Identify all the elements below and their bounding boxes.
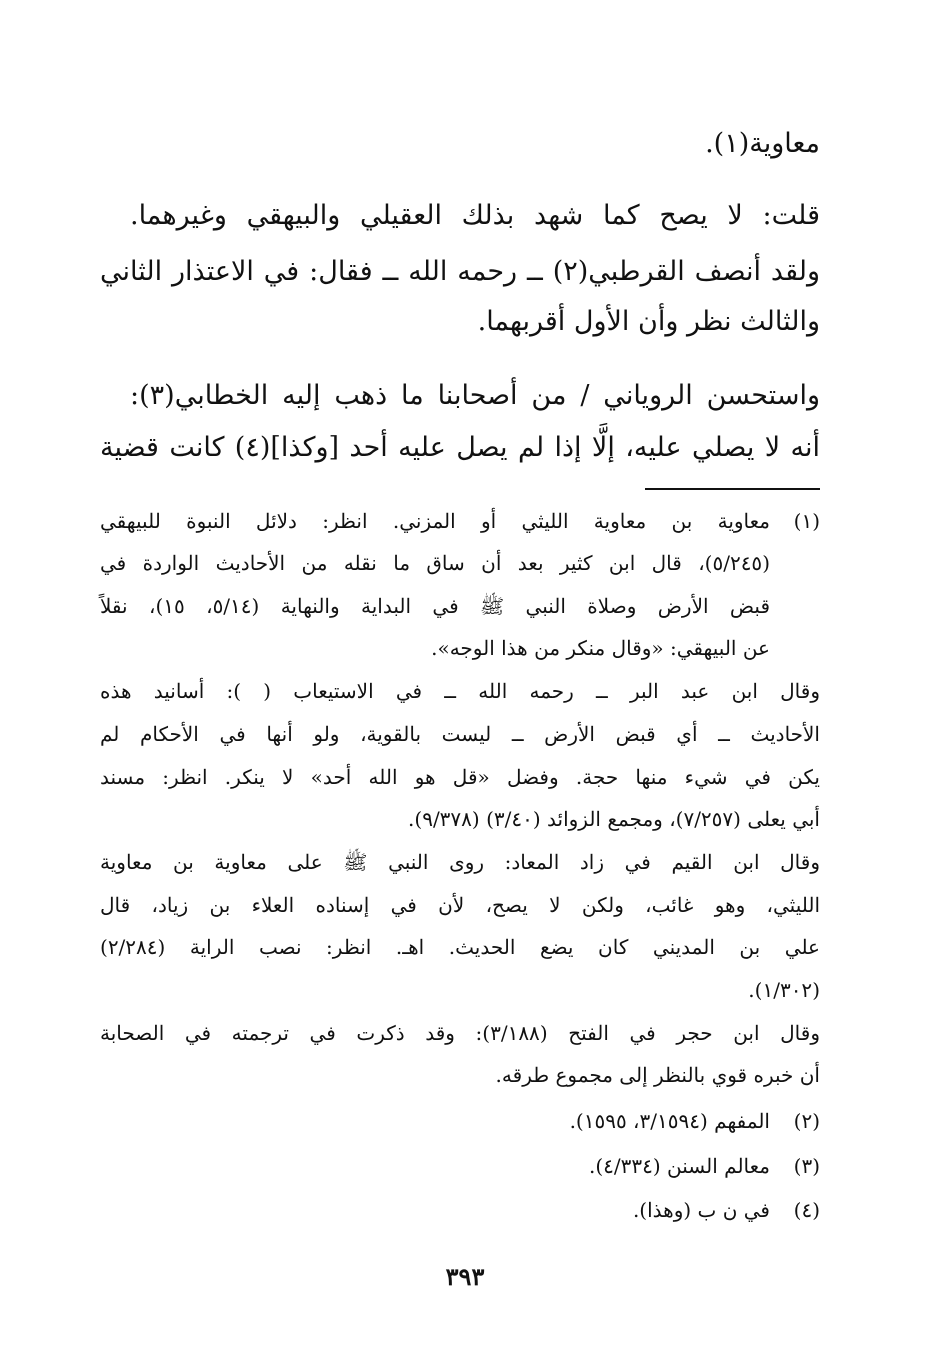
footnote-number: (٣) xyxy=(793,1154,820,1178)
main-text-line: قلت: لا يصح كما شهد بذلك العقيلي والبيهقي وغيرهما. xyxy=(130,200,820,231)
footnote-line: أبي يعلى (٧/٢٥٧)، ومجمع الزوائد (٣/٤٠) (٩/٣٧٨). xyxy=(408,807,820,831)
main-text-line: ولقد أنصف القرطبي(٢) ــ رحمه الله ــ فقال: في الاعتذار الثاني xyxy=(100,256,820,287)
footnote-line: علي بن المديني كان يضع الحديث. اهـ. انظر: نصب الراية (٢/٢٨٤) xyxy=(100,935,820,959)
footnote-line: أن خبره قوي بالنظر إلى مجموع طرقه. xyxy=(495,1063,820,1087)
footnote-line: الليثي، وهو غائب، ولكن لا يصح، لأن في إسناده العلاء بن زياد، قال xyxy=(100,893,820,917)
main-text-line: معاوية(١). xyxy=(705,128,820,159)
footnote-line: وقال ابن عبد البر ــ رحمه الله ــ في الاستيعاب ( ): أسانيد هذه xyxy=(100,679,820,703)
footnote-line: معالم السنن (٤/٣٣٤). xyxy=(588,1154,770,1178)
main-text-line: والثالث نظر وأن الأول أقربهما. xyxy=(477,306,820,337)
footnote-line: المفهم (٣/١٥٩٤، ١٥٩٥). xyxy=(569,1109,770,1133)
footnote-line: الأحاديث ــ أي قبض الأرض ــ ليست بالقوية، ولو أنها في الأحكام لم xyxy=(100,722,820,746)
footnote-line: (١/٣٠٢). xyxy=(748,978,820,1002)
footnote-number: (١) xyxy=(793,509,820,533)
footnote-line: (٥/٢٤٥)، قال ابن كثير بعد أن ساق ما نقله من الأحاديث الواردة في xyxy=(100,551,770,575)
footnote-number: (٤) xyxy=(793,1198,820,1222)
footnote-number: (٢) xyxy=(793,1109,820,1133)
footnote-line: وقال ابن حجر في الفتح (٣/١٨٨): وقد ذكرت في ترجمته في الصحابة xyxy=(100,1021,820,1045)
main-text-line: أنه لا يصلي عليه، إلَّا إذا لم يصل عليه أحد [وكذا](٤) كانت قضية xyxy=(100,432,820,463)
footnote-line: يكن في شيء منها حجة. وفضل «قل هو الله أحد» لا ينكر. انظر: مسند xyxy=(100,765,820,789)
footnote-line: في ن ب (وهذا). xyxy=(632,1198,770,1222)
main-text-line: واستحسن الروياني / من أصحابنا ما ذهب إليه الخطابي(٣): xyxy=(130,380,820,411)
footnote-line: عن البيهقي: «وقال منكر من هذا الوجه». xyxy=(431,636,770,660)
footnote-line: قبض الأرض وصلاة النبي ﷺ في البداية والنهاية (٥/١٤، ١٥)، نقلاً xyxy=(100,594,771,618)
page-number: ٣٩٣ xyxy=(445,1262,485,1291)
footnote-separator xyxy=(645,488,820,490)
footnote-line: معاوية بن معاوية الليثي أو المزني. انظر: دلائل النبوة للبيهقي xyxy=(100,509,771,533)
footnote-line: وقال ابن القيم في زاد المعاد: روى النبي ﷺ على معاوية بن معاوية xyxy=(100,850,820,874)
